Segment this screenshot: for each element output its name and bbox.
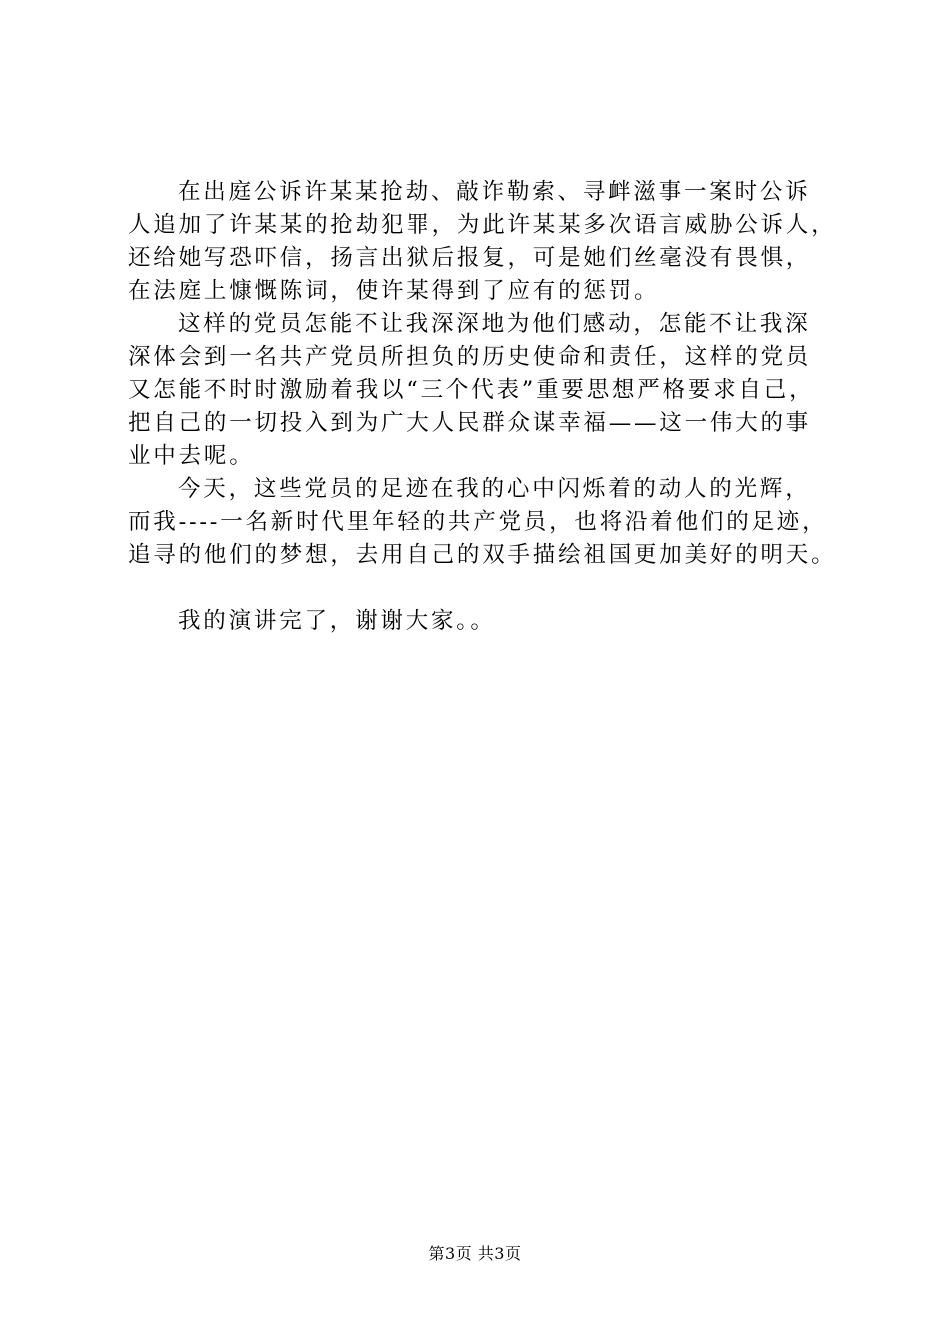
text-line: 还给她写恐吓信，扬言出狱后报复，可是她们丝毫没有畏惧， [128,245,812,271]
blank-line [128,572,848,605]
text-line: 业中去呢。 [128,443,255,469]
text-line: 又怎能不时时激励着我以“三个代表”重要思想严格要求自己， [128,377,815,403]
text-line: 我的演讲完了，谢谢大家。。 [178,608,496,634]
text-line: 在出庭公诉许某某抢劫、敲诈勒索、寻衅滋事一案时公诉 [178,179,811,205]
text-line: 在法庭上慷慨陈词，使许某得到了应有的惩罚。 [128,278,660,304]
page-footer: 第3页 共3页 [428,1244,522,1263]
text-line: 追寻的他们的梦想，去用自己的双手描绘祖国更加美好的明天。 [128,542,837,568]
document-body [128,176,848,638]
text-line: 深体会到一名共产党员所担负的历史使命和责任，这样的党员 [128,344,812,370]
text-line: 这样的党员怎能不让我深深地为他们感动，怎能不让我深 [178,311,811,337]
text-line: 而我----一名新时代里年轻的共产党员，也将沿着他们的足迹， [128,509,828,535]
text-line: 今天，这些党员的足迹在我的心中闪烁着的动人的光辉， [178,476,811,502]
text-line: 把自己的一切投入到为广大人民群众谋幸福——这一伟大的事 [128,410,812,436]
text-line: 人追加了许某某的抢劫犯罪，为此许某某多次语言威胁公诉人， [128,212,837,238]
